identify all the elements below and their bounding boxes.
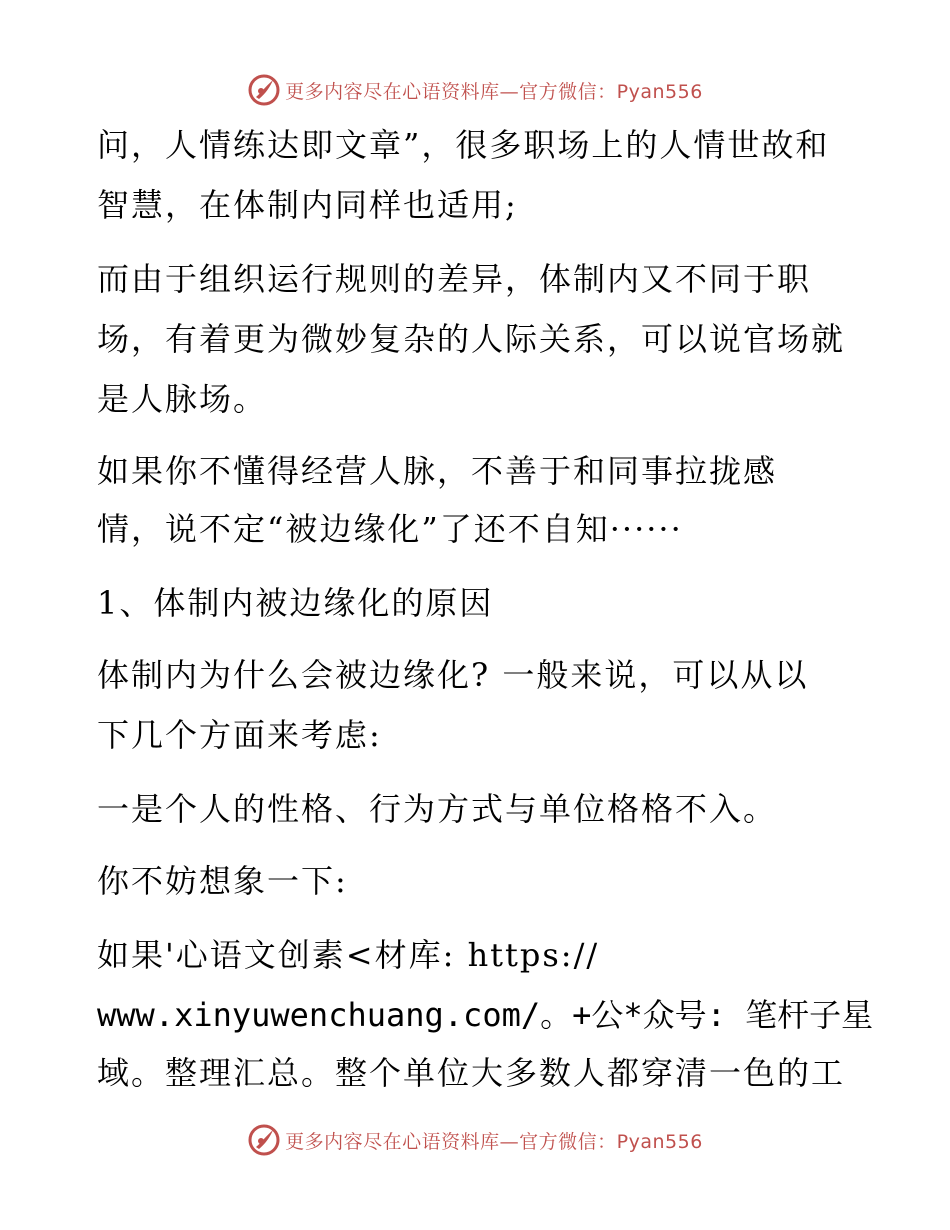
text-line: 域。整理汇总。整个单位大多数人都穿清一色的工 [97,1054,846,1092]
watermark-text [285,1127,703,1154]
watermark-wechat-id: Pyan556 [616,1130,703,1153]
section-heading: 1、体制内被边缘化的原因 [97,584,494,622]
text-line: 场，有着更为微妙复杂的人际关系，可以说官场就 [97,320,846,358]
text-line: 问，人情练达即文章”，很多职场上的人情世故和 [97,126,830,164]
watermark-wechat-id: Pyan556 [616,80,703,103]
footer-watermark-banner [0,1118,950,1162]
watermark-text-cn: 更多内容尽在心语资料库—官方微信： [285,1130,617,1153]
text-line: www.xinyuwenchuang.com/。+公*众号: 笔杆子星 [97,996,874,1034]
text-line: 是人脉场。 [97,380,268,418]
text-line: 如果'心语文创素<材库: https:// [97,936,600,974]
text-line: 智慧，在体制内同样也适用; [97,186,518,224]
text-line: 体制内为什么会被边缘化? 一般来说，可以从以 [97,656,809,694]
watermark-text-cn: 更多内容尽在心语资料库—官方微信： [285,80,617,103]
text-line: 你不妨想象一下: [97,862,348,900]
text-line: 如果你不懂得经营人脉，不善于和同事拉拢感 [97,452,778,490]
text-line: 一是个人的性格、行为方式与单位格格不入。 [97,790,778,828]
quill-seal-icon [247,1123,281,1157]
text-line: 而由于组织运行规则的差异，体制内又不同于职 [97,260,812,298]
text-line: 情，说不定“被边缘化”了还不自知······ [97,510,683,548]
text-line: 下几个方面来考虑: [97,716,382,754]
